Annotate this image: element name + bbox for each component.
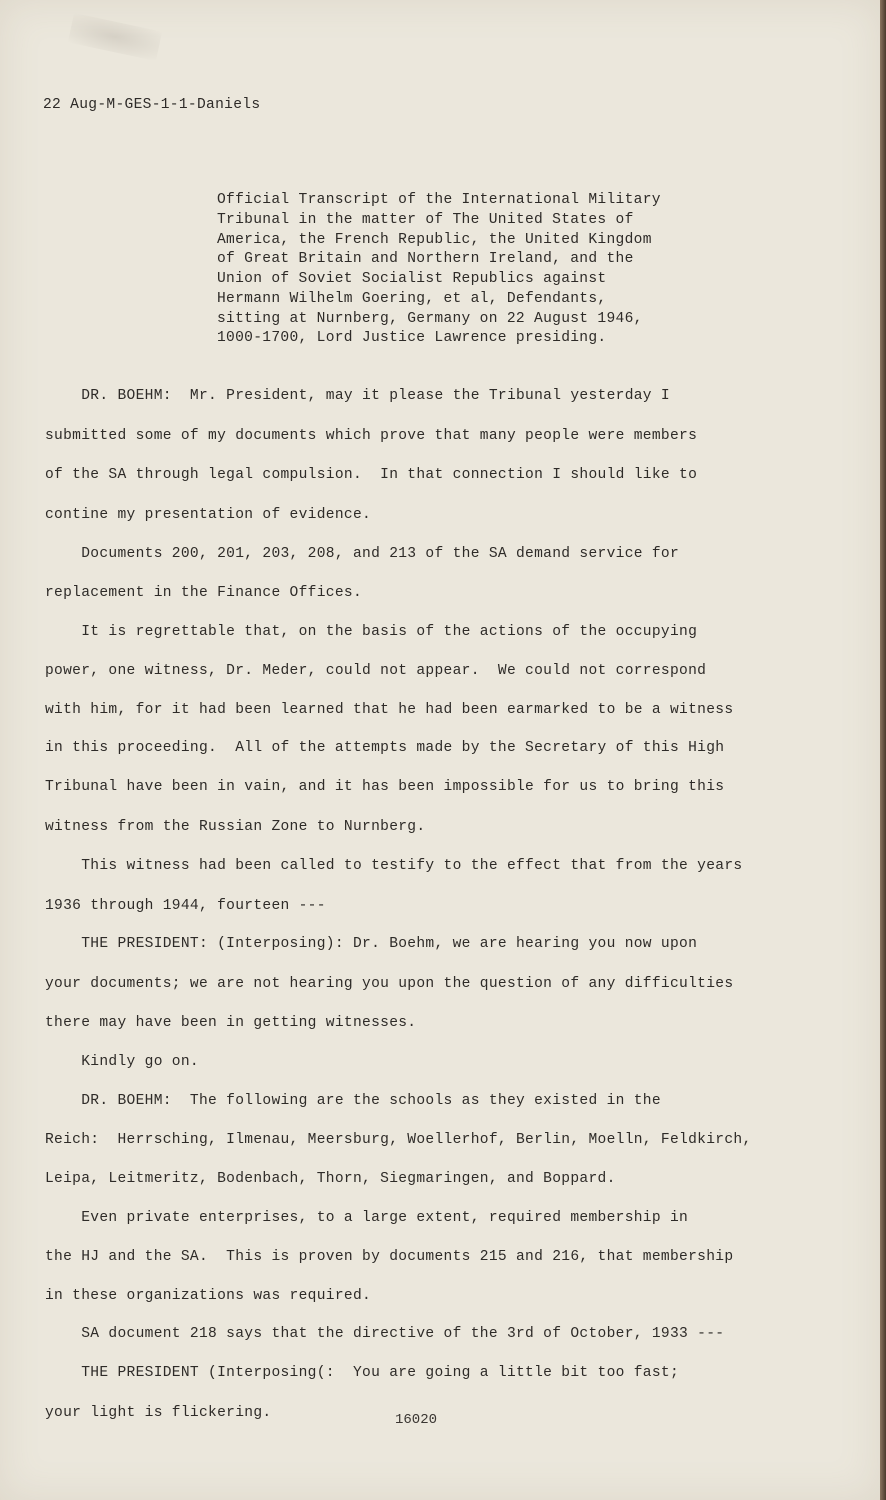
body-line: Reich: Herrsching, Ilmenau, Meersburg, Woellerhof, Berlin, Moelln, Feldkirch, — [45, 1132, 752, 1148]
body-line: witness from the Russian Zone to Nurnberg. — [45, 819, 426, 835]
body-line: your documents; we are not hearing you upon the question of any difficulties — [45, 976, 734, 992]
page-edge — [880, 0, 886, 1500]
body-line: power, one witness, Dr. Meder, could not appear. We could not correspond — [45, 663, 707, 679]
body-line: 1936 through 1944, fourteen --- — [45, 898, 326, 914]
body-line: SA document 218 says that the directive of the 3rd of October, 1933 --- — [45, 1326, 725, 1342]
document-reference: 22 Aug-M-GES-1-1-Daniels — [43, 97, 261, 113]
body-line: in this proceeding. All of the attempts made by the Secretary of this High — [45, 740, 725, 756]
caption-line: Tribunal in the matter of The United States of — [217, 212, 634, 228]
caption-line: of Great Britain and Northern Ireland, and the — [217, 251, 634, 267]
caption-line: America, the French Republic, the United Kingdom — [217, 232, 652, 248]
body-line: Documents 200, 201, 203, 208, and 213 of the SA demand service for — [45, 546, 680, 562]
body-line: Tribunal have been in vain, and it has been impossible for us to bring this — [45, 779, 725, 795]
caption-line: Official Transcript of the International Military — [217, 192, 661, 208]
body-line: the HJ and the SA. This is proven by documents 215 and 216, that membership — [45, 1249, 734, 1265]
body-line: with him, for it had been learned that he had been earmarked to be a witness — [45, 702, 734, 718]
body-line: replacement in the Finance Offices. — [45, 585, 363, 601]
page-number: 16020 — [395, 1412, 438, 1428]
body-line: Even private enterprises, to a large extent, required membership in — [45, 1210, 689, 1226]
paper-smudge — [68, 13, 162, 61]
body-line: submitted some of my documents which prove that many people were members — [45, 428, 698, 444]
body-line: of the SA through legal compulsion. In that connection I should like to — [45, 467, 698, 483]
body-line: THE PRESIDENT: (Interposing): Dr. Boehm, we are hearing you now upon — [45, 936, 698, 952]
body-line: contine my presentation of evidence. — [45, 507, 372, 523]
caption-line: sitting at Nurnberg, Germany on 22 August 1946, — [217, 311, 643, 327]
caption-line: Hermann Wilhelm Goering, et al, Defendants, — [217, 291, 607, 307]
body-line: Kindly go on. — [45, 1054, 199, 1070]
caption-line: Union of Soviet Socialist Republics against — [217, 271, 607, 287]
body-line: there may have been in getting witnesses. — [45, 1015, 417, 1031]
body-line: This witness had been called to testify to the effect that from the years — [45, 858, 743, 874]
body-line: DR. BOEHM: The following are the schools as they existed in the — [45, 1093, 661, 1109]
body-line: It is regrettable that, on the basis of the actions of the occupying — [45, 624, 698, 640]
body-line: THE PRESIDENT (Interposing(: You are going a little bit too fast; — [45, 1365, 680, 1381]
body-line: in these organizations was required. — [45, 1288, 372, 1304]
body-line: your light is flickering. — [45, 1405, 272, 1421]
body-line: Leipa, Leitmeritz, Bodenbach, Thorn, Siegmaringen, and Boppard. — [45, 1171, 616, 1187]
caption-line: 1000-1700, Lord Justice Lawrence presiding. — [217, 330, 607, 346]
body-line: DR. BOEHM: Mr. President, may it please the Tribunal yesterday I — [45, 388, 670, 404]
